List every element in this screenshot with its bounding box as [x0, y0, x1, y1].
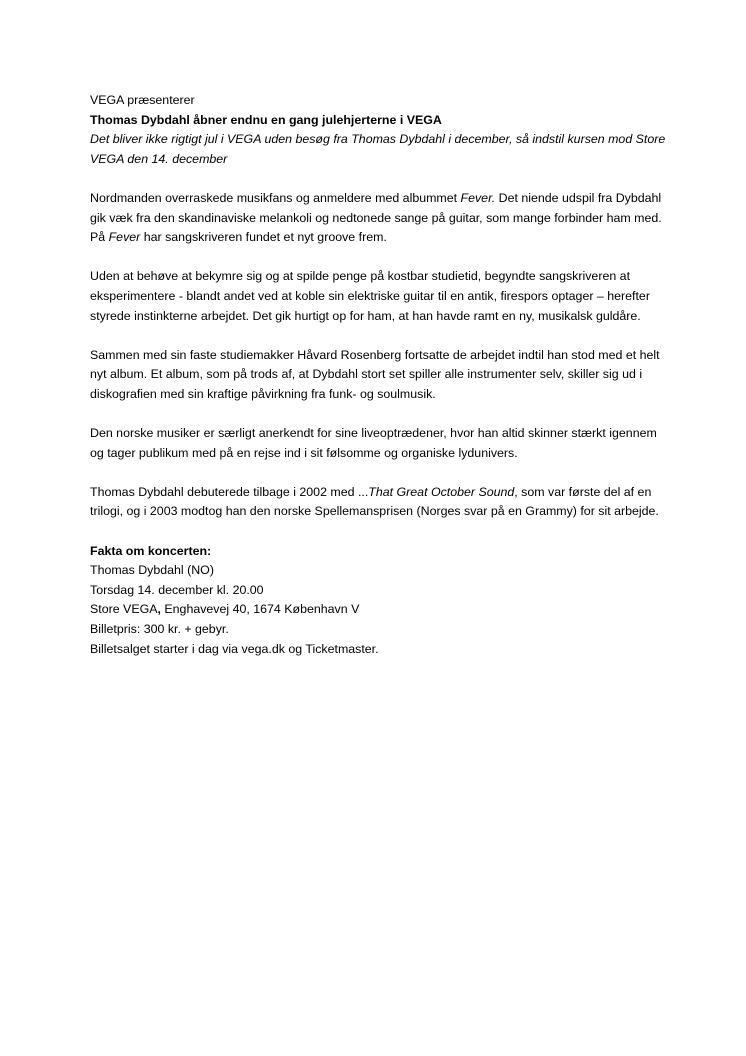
presenter-line: VEGA præsenterer — [90, 93, 195, 107]
paragraph-1-text-b: Det niende udspil fra Dybdahl gik væk fra den skandinaviske melankoli og nedtonede sange på guitar, som mange forbinder ham med. På — [90, 190, 662, 245]
facts-venue — [90, 600, 670, 620]
headline: Thomas Dybdahl åbner endnu en gang julehjerterne i VEGA — [90, 112, 442, 127]
facts-price: Billetpris: 300 kr. + gebyr. — [90, 622, 229, 637]
press-release — [90, 91, 670, 659]
album-title-fever: Fever. — [460, 190, 496, 205]
spacer — [90, 463, 670, 483]
spacer — [90, 326, 670, 346]
facts-venue-name: Store VEGA — [90, 602, 158, 617]
facts-venue-comma: , — [157, 602, 161, 617]
spacer — [90, 405, 670, 425]
paragraph-2: Uden at behøve at bekymre sig og at spilde penge på kostbar studietid, begyndte sangskriveren at eksperimentere - blandt andet ved at koble sin elektriske guitar til en antik, firespors optager – herefter styrede instinkterne arbejdet. Det gik hurtigt op for ham, at han havde ramt en ny, musikalsk guldåre. — [90, 269, 650, 323]
facts-heading: Fakta om koncerten: — [90, 543, 212, 558]
facts-venue-address: Enghavevej 40, 1674 København V — [160, 602, 360, 617]
facts-date: Torsdag 14. december kl. 20.00 — [90, 582, 264, 597]
subheadline: Det bliver ikke rigtigt jul i VEGA uden besøg fra Thomas Dybdahl i december, så indstil kursen mod Store VEGA den 14. december — [90, 132, 666, 166]
paragraph-4: Den norske musiker er særligt anerkendt for sine liveoptrædener, hvor han altid skinner stærkt igennem og tager publikum med på en rejse ind i sit følsomme og organiske lydunivers. — [90, 426, 657, 460]
spacer — [90, 522, 670, 542]
spacer — [90, 248, 670, 268]
album-title-fever-2: Fever — [108, 230, 141, 245]
paragraph-1 — [90, 189, 670, 248]
paragraph-1-text-c: har sangskriveren fundet et nyt groove frem. — [140, 230, 387, 245]
facts-sales: Billetsalget starter i dag via vega.dk og Ticketmaster. — [90, 641, 379, 656]
paragraph-5-text-a: Thomas Dybdahl debuterede tilbage i 2002 med ... — [90, 484, 369, 499]
facts-artist: Thomas Dybdahl (NO) — [90, 563, 214, 578]
spacer — [90, 169, 670, 189]
album-title-october-sound: That Great October Sound — [368, 484, 515, 499]
paragraph-5-text-b: , som var første del af en trilogi, og i 2003 modtog han den norske Spellemansprisen (Norges svar på en Grammy) for sit arbejde. — [90, 484, 659, 519]
paragraph-1-text-a: Nordmanden overraskede musikfans og anmeldere med albummet — [90, 190, 461, 205]
paragraph-3: Sammen med sin faste studiemakker Håvard Rosenberg fortsatte de arbejdet indtil han stod med et helt nyt album. Et album, som på trods af, at Dybdahl stort set spiller alle instrumenter selv, skiller sig ud i diskografien med sin kraftige påvirkning fra funk- og soulmusik. — [90, 347, 660, 401]
paragraph-5 — [90, 483, 670, 522]
